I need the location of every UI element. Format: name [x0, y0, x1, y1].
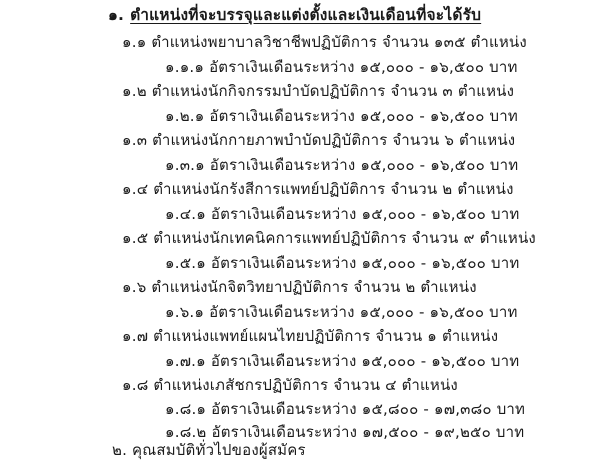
position-line: ๑.๘ ตำแหน่งเภสัชกรปฏิบัติการ จำนวน ๔ ตำแหน่ง — [122, 376, 458, 394]
salary-line: ๑.๘.๑ อัตราเงินเดือนระหว่าง ๑๕,๘๐๐ - ๑๗,๓๘๐ บาท — [165, 400, 526, 418]
salary-line: ๑.๔.๑ อัตราเงินเดือนระหว่าง ๑๕,๐๐๐ - ๑๖,๕๐๐ บาท — [165, 205, 520, 223]
salary-line: ๑.๒.๑ อัตราเงินเดือนระหว่าง ๑๕,๐๐๐ - ๑๖,๕๐๐ บาท — [165, 107, 518, 125]
position-line: ๑.๕ ตำแหน่งนักเทคนิคการแพทย์ปฏิบัติการ จำนวน ๙ ตำแหน่ง — [122, 229, 536, 247]
next-section-heading-cutoff: ๒. คุณสมบัติทั่วไปของผู้สมัคร — [112, 441, 306, 459]
salary-line: ๑.๗.๑ อัตราเงินเดือนระหว่าง ๑๕,๐๐๐ - ๑๖,๕๐๐ บาท — [165, 352, 520, 370]
salary-line: ๑.๓.๑ อัตราเงินเดือนระหว่าง ๑๕,๐๐๐ - ๑๖,๕๐๐ บาท — [165, 156, 519, 174]
position-line: ๑.๔ ตำแหน่งนักรังสีการแพทย์ปฏิบัติการ จำนวน ๒ ตำแหน่ง — [122, 180, 514, 198]
section-heading — [108, 5, 481, 25]
position-line: ๑.๓ ตำแหน่งนักกายภาพบำบัดปฏิบัติการ จำนวน ๖ ตำแหน่ง — [122, 131, 516, 149]
salary-line: ๑.๖.๑ อัตราเงินเดือนระหว่าง ๑๕,๐๐๐ - ๑๖,๕๐๐ บาท — [165, 303, 518, 321]
position-line: ๑.๗ ตำแหน่งแพทย์แผนไทยปฏิบัติการ จำนวน ๑ ตำแหน่ง — [122, 327, 499, 345]
section-title: ตำแหน่งที่จะบรรจุและแต่งตั้งและเงินเดือนที่จะได้รับ — [130, 6, 482, 24]
position-line: ๑.๑ ตำแหน่งพยาบาลวิชาชีพปฏิบัติการ จำนวน ๑๓๕ ตำแหน่ง — [122, 33, 527, 51]
salary-line: ๑.๑.๑ อัตราเงินเดือนระหว่าง ๑๕,๐๐๐ - ๑๖,๕๐๐ บาท — [165, 58, 518, 76]
position-line: ๑.๖ ตำแหน่งนักจิตวิทยาปฏิบัติการ จำนวน ๒ ตำแหน่ง — [122, 278, 477, 296]
salary-line: ๑.๕.๑ อัตราเงินเดือนระหว่าง ๑๕,๐๐๐ - ๑๖,๕๐๐ บาท — [165, 254, 520, 272]
section-number: ๑. — [108, 6, 125, 24]
salary-line: ๑.๘.๒ อัตราเงินเดือนระหว่าง ๑๗,๕๐๐ - ๑๙,๒๕๐ บาท — [165, 423, 525, 441]
position-line: ๑.๒ ตำแหน่งนักกิจกรรมบำบัดปฏิบัติการ จำนวน ๓ ตำแหน่ง — [122, 82, 515, 100]
